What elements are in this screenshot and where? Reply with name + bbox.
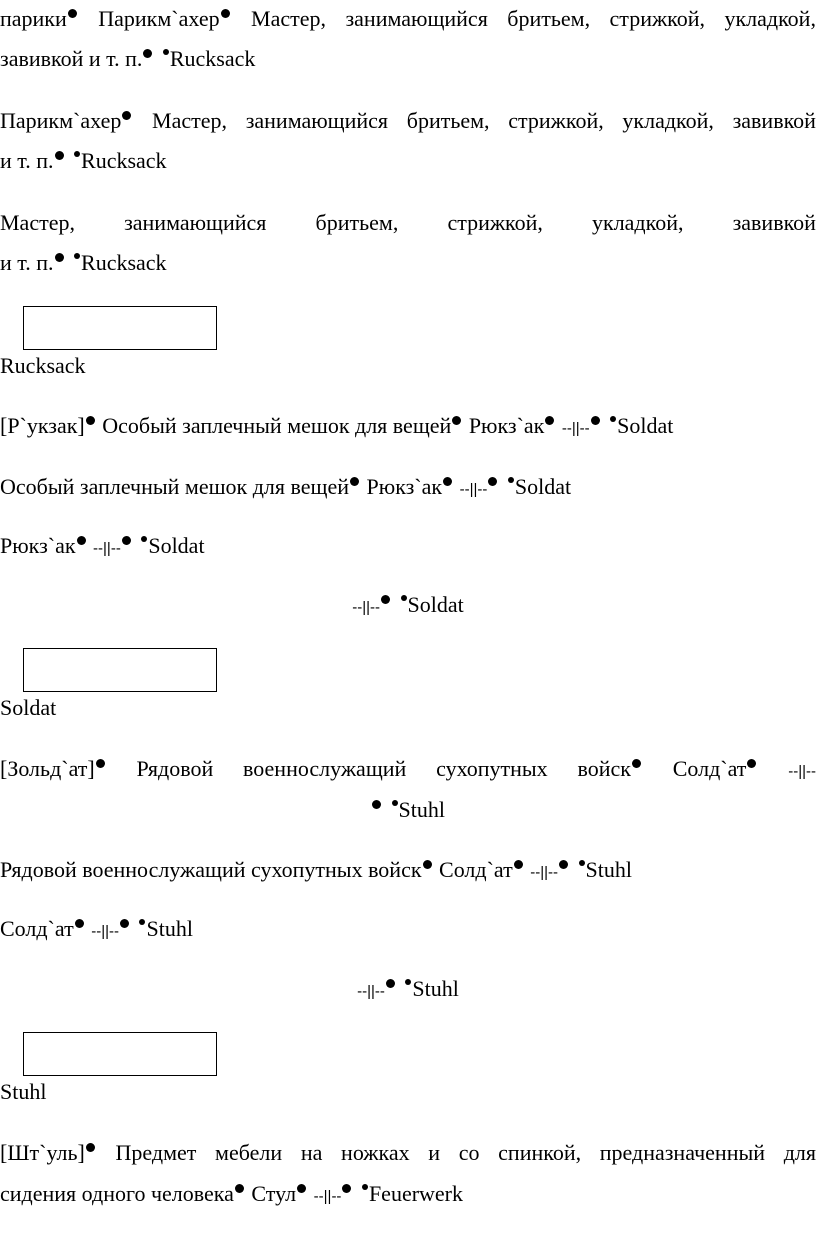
ditto-mark: --||-- xyxy=(788,763,816,780)
text-segment: Парикм`ахер xyxy=(0,108,122,133)
word-group xyxy=(459,1140,480,1166)
bullet-icon xyxy=(632,759,641,768)
text-segment: для xyxy=(783,1140,816,1165)
text-segment: бритьем, xyxy=(507,6,591,31)
bullet-icon xyxy=(96,759,105,768)
text-segment: [Зольд`ат] xyxy=(0,756,95,781)
text-segment: укладкой, xyxy=(622,108,714,133)
word-group xyxy=(98,6,231,32)
bullet-icon xyxy=(362,1184,368,1190)
text-segment: стрижкой, xyxy=(609,6,706,31)
paragraph-line xyxy=(0,148,816,174)
text-segment: Рядовой xyxy=(136,756,214,781)
ditto-mark: --||-- xyxy=(561,420,590,437)
text-segment: Feuerwerk xyxy=(368,1181,464,1206)
bullet-icon xyxy=(297,1184,306,1193)
word-group xyxy=(152,108,227,134)
text-segment: сухопутных xyxy=(436,756,548,781)
word-group xyxy=(733,210,816,236)
text-segment: Солд`ат xyxy=(439,857,513,882)
bullet-icon xyxy=(139,919,145,925)
word-group xyxy=(784,1140,816,1166)
text-segment: занимающийся xyxy=(345,6,488,31)
text-segment: Предмет xyxy=(115,1140,197,1165)
bullet-icon xyxy=(122,111,131,120)
word-group xyxy=(0,108,133,134)
bullet-icon xyxy=(386,979,395,988)
bullet-icon xyxy=(545,416,554,425)
bullet-icon xyxy=(350,477,359,486)
image-placeholder-box xyxy=(23,306,217,350)
text-segment: Soldat xyxy=(148,533,205,558)
text-segment: Rucksack xyxy=(81,148,167,173)
text-segment: и т. п. xyxy=(0,250,54,275)
text-segment: [Р`укзак] xyxy=(0,413,85,438)
paragraph-line xyxy=(0,474,816,503)
bullet-icon xyxy=(141,536,147,542)
text-segment: и т. п. xyxy=(0,148,54,173)
text-segment: сидения одного человека xyxy=(0,1181,234,1206)
word-group xyxy=(577,756,642,785)
word-group xyxy=(243,756,406,785)
ditto-mark: --||-- xyxy=(91,923,119,940)
text-segment: Рюкз`ак xyxy=(0,533,76,558)
text-segment: Стул xyxy=(251,1181,297,1206)
word-group xyxy=(0,6,79,32)
text-segment: Рюкз`ак xyxy=(366,474,443,499)
text-segment: Stuhl xyxy=(146,916,193,941)
word-group xyxy=(592,210,683,236)
text-segment: Stuhl xyxy=(412,976,459,1001)
entry-heading: Soldat xyxy=(0,695,57,720)
paragraph-line xyxy=(0,976,816,1005)
ditto-mark: --||-- xyxy=(313,1188,342,1205)
paragraph-line xyxy=(0,413,816,442)
bullet-icon xyxy=(221,9,230,18)
word-group xyxy=(673,756,759,785)
bullet-icon xyxy=(488,477,497,486)
text-segment: Soldat xyxy=(617,413,674,438)
ditto-mark: --||-- xyxy=(93,540,121,557)
word-group xyxy=(733,108,816,134)
text-segment: на xyxy=(300,1140,323,1165)
text-segment: Особый заплечный мешок для вещей xyxy=(0,474,350,499)
text-segment: стрижкой, xyxy=(447,210,543,235)
text-segment: укладкой, xyxy=(592,210,684,235)
word-group xyxy=(498,1140,581,1166)
word-group xyxy=(345,6,487,32)
text-segment: Мастер, xyxy=(152,108,228,133)
bullet-icon xyxy=(747,759,756,768)
word-group xyxy=(407,108,490,134)
paragraph-line xyxy=(0,1181,816,1210)
bullet-icon xyxy=(68,9,77,18)
text-segment: Рюкз`ак xyxy=(468,413,545,438)
text-segment: Rucksack xyxy=(81,250,167,275)
image-placeholder-box xyxy=(23,1032,217,1076)
bullet-icon xyxy=(342,1184,351,1193)
word-group xyxy=(301,1140,323,1166)
bullet-icon xyxy=(163,49,169,55)
bullet-icon xyxy=(423,860,432,869)
word-group xyxy=(507,6,590,32)
paragraph-line xyxy=(0,756,816,785)
paragraph-line xyxy=(0,6,816,32)
bullet-icon xyxy=(514,860,523,869)
text-segment: укладкой, xyxy=(724,6,816,31)
word-group xyxy=(246,108,388,134)
bullet-icon xyxy=(405,979,411,985)
text-segment: стрижкой, xyxy=(508,108,604,133)
text-segment: завивкой и т. п. xyxy=(0,46,143,71)
bullet-icon xyxy=(559,860,568,869)
word-group xyxy=(341,1140,410,1166)
word-group xyxy=(0,756,107,785)
bullet-icon xyxy=(74,151,80,157)
word-group xyxy=(215,1140,282,1166)
paragraph-line xyxy=(0,108,816,134)
text-segment: [Шт`уль] xyxy=(0,1140,85,1165)
word-group xyxy=(600,1140,765,1166)
text-segment: Особый заплечный мешок для вещей xyxy=(102,413,452,438)
text-segment: бритьем, xyxy=(315,210,399,235)
ditto-mark: --||-- xyxy=(530,864,559,881)
entry-heading: Rucksack xyxy=(0,353,86,378)
text-segment: Солд`ат xyxy=(0,916,74,941)
bullet-icon xyxy=(55,151,64,160)
bullet-icon xyxy=(74,253,80,259)
entry-heading: Stuhl xyxy=(0,1079,47,1104)
paragraph-line xyxy=(0,797,816,823)
word-group xyxy=(137,756,214,785)
word-group xyxy=(622,108,713,134)
text-segment: Солд`ат xyxy=(672,756,747,781)
word-group xyxy=(788,756,816,785)
word-group xyxy=(316,210,399,236)
text-segment: спинкой, xyxy=(498,1140,582,1165)
paragraph-line xyxy=(0,210,816,236)
text-segment: Soldat xyxy=(514,474,572,499)
bullet-icon xyxy=(75,919,84,928)
image-placeholder-box xyxy=(23,648,217,692)
text-segment: бритьем, xyxy=(406,108,490,133)
bullet-icon xyxy=(55,253,64,262)
text-segment: Stuhl xyxy=(585,857,632,882)
word-group xyxy=(428,1140,440,1166)
paragraph-line xyxy=(0,250,816,276)
text-segment: Парикм`ахер xyxy=(98,6,220,31)
text-segment: войск xyxy=(577,756,631,781)
text-segment: Мастер, xyxy=(0,210,75,235)
text-segment: мебели xyxy=(215,1140,283,1165)
text-segment: военнослужащий xyxy=(243,756,407,781)
text-segment: предназначенный xyxy=(599,1140,766,1165)
paragraph-line xyxy=(0,1140,816,1166)
text-segment: Rucksack xyxy=(169,46,256,71)
bullet-icon xyxy=(452,416,461,425)
word-group xyxy=(251,6,326,32)
bullet-icon xyxy=(610,416,616,422)
bullet-icon xyxy=(443,477,452,486)
text-segment: занимающийся xyxy=(245,108,389,133)
bullet-icon xyxy=(143,49,152,58)
word-group xyxy=(124,210,266,236)
word-group xyxy=(0,210,75,236)
text-segment: Stuhl xyxy=(398,797,445,822)
bullet-icon xyxy=(591,416,600,425)
bullet-icon xyxy=(579,860,585,866)
text-segment: Мастер, xyxy=(251,6,327,31)
bullet-icon xyxy=(86,416,95,425)
word-group xyxy=(0,1140,97,1166)
bullet-icon xyxy=(508,477,514,483)
word-group xyxy=(724,6,815,32)
paragraph-line xyxy=(0,592,816,621)
paragraph-line xyxy=(0,916,816,945)
text-segment: и xyxy=(428,1140,441,1165)
word-group xyxy=(447,210,542,236)
ditto-mark: --||-- xyxy=(459,481,488,498)
bullet-icon xyxy=(122,536,131,545)
ditto-mark: --||-- xyxy=(357,983,385,1000)
word-group xyxy=(436,756,548,785)
text-segment: завивкой xyxy=(732,210,816,235)
word-group xyxy=(610,6,705,32)
text-segment: ножках xyxy=(341,1140,410,1165)
text-segment: завивкой xyxy=(732,108,816,133)
ditto-mark: --||-- xyxy=(352,599,381,616)
paragraph-line xyxy=(0,857,816,886)
word-group xyxy=(116,1140,197,1166)
text-segment: парики xyxy=(0,6,67,31)
paragraph-line xyxy=(0,533,816,562)
bullet-icon xyxy=(235,1184,244,1193)
text-segment: со xyxy=(458,1140,480,1165)
bullet-icon xyxy=(392,800,398,806)
bullet-icon xyxy=(77,536,86,545)
text-segment: Soldat xyxy=(407,592,464,617)
word-group xyxy=(508,108,603,134)
text-segment: занимающийся xyxy=(124,210,267,235)
bullet-icon xyxy=(381,595,390,604)
bullet-icon xyxy=(372,800,381,809)
bullet-icon xyxy=(86,1143,95,1152)
paragraph-line xyxy=(0,46,816,72)
text-segment: Рядовой военнослужащий сухопутных войск xyxy=(0,857,422,882)
bullet-icon xyxy=(401,595,407,601)
bullet-icon xyxy=(120,919,129,928)
